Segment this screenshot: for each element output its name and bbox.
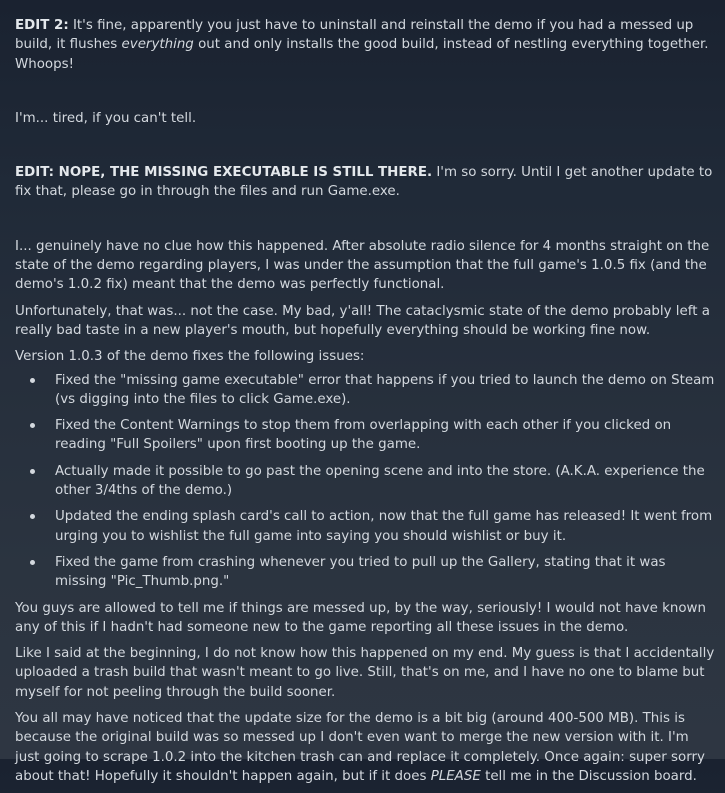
edit1-label: EDIT: NOPE, THE MISSING EXECUTABLE IS STILL THERE. — [15, 165, 433, 181]
bullet-icon — [30, 514, 35, 519]
update-size-paragraph: You all may have noticed that the update size for the demo is a bit big (around 400-500 MB). This is because the original build was so messed up I don't even want to merge the new version with it. I'm just going to scrape 1.0.2 into the kitchen trash can and replace it completely. Once again: super sorry about that! Hopefully it shouldn't happen again, but if it does PLEASE tell me in the Discussion board. — [15, 711, 705, 784]
bullet-icon — [30, 469, 35, 474]
explanation-paragraph: Like I said at the beginning, I do not know how this happened on my end. My guess is that I accidentally uploaded a trash build that wasn't meant to go live. Still, that's on me, and I have no one to blame but myself for not peeling through the build sooner. — [15, 646, 715, 700]
fix-list — [15, 371, 715, 592]
feedback-paragraph: You guys are allowed to tell me if things are messed up, by the way, seriously! I would not have known any of this if I hadn't had someone new to the game reporting all these issues in the demo. — [15, 600, 706, 635]
edit2-paragraph: EDIT 2: It's fine, apparently you just have to uninstall and reinstall the demo if you had a messed up build, it flushes everything out and only installs the good build, instead of nestling everything together. Whoops! — [15, 18, 709, 72]
intro-paragraph: I... genuinely have no clue how this happened. After absolute radio silence for 4 months straight on the state of the demo regarding players, I was under the assumption that the full game's 1.0.5 fix (and the demo's 1.0.2 fix) meant that the demo was perfectly functional. — [15, 238, 710, 293]
emphasis-everything: everything — [121, 37, 194, 53]
announcement-body — [15, 16, 715, 793]
tired-paragraph: I'm... tired, if you can't tell. — [15, 110, 197, 126]
edit2-label: EDIT 2: — [15, 18, 69, 33]
bullet-icon — [30, 378, 35, 383]
list-item: Fixed the game from crashing whenever you tried to pull up the Gallery, stating that it was missing "Pic_Thumb.png." — [55, 553, 715, 592]
bullet-icon — [30, 560, 35, 565]
list-item: Updated the ending splash card's call to action, now that the full game has released! It went from urging you to wishlist the full game into saying you should wishlist or buy it. — [55, 507, 715, 546]
edit1-paragraph: EDIT: NOPE, THE MISSING EXECUTABLE IS STILL THERE. I'm so sorry. Until I get another update to fix that, please go in through the files and run Game.exe. — [15, 165, 713, 200]
list-item: Fixed the "missing game executable" error that happens if you tried to launch the demo on Steam (vs digging into the files to click Game.exe). — [55, 371, 715, 410]
emphasis-please: PLEASE — [430, 768, 481, 784]
apology-paragraph: Unfortunately, that was... not the case. My bad, y'all! The cataclysmic state of the demo probably left a really bad taste in a new player's mouth, but hopefully everything should be working fine now. — [15, 303, 710, 338]
list-item: Actually made it possible to go past the opening scene and into the store. (A.K.A. experience the other 3/4ths of the demo.) — [55, 462, 715, 501]
list-item: Fixed the Content Warnings to stop them from overlapping with each other if you clicked on reading "Full Spoilers" upon first booting up the game. — [55, 416, 715, 455]
bullet-icon — [30, 423, 35, 428]
version-heading: Version 1.0.3 of the demo fixes the following issues: — [15, 349, 365, 365]
